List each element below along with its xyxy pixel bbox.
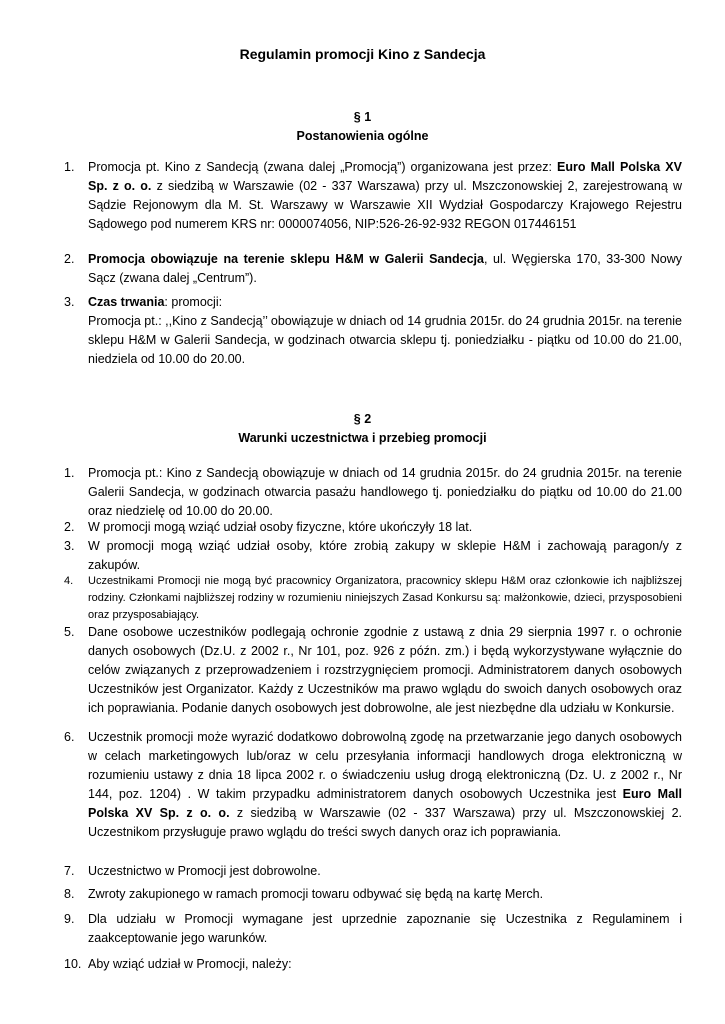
item-number: 3. [64, 295, 75, 309]
section-2-title: Warunki uczestnictwa i przebieg promocji [238, 431, 487, 445]
document-title: Regulamin promocji Kino z Sandecja [239, 46, 486, 62]
section-1-number: § 1 [353, 110, 372, 124]
item-number: 2. [64, 252, 75, 266]
organizer-name: Euro Mall Polska XV Sp. z o. o. [88, 160, 682, 193]
organizer-name: Euro Mall Polska XV Sp. z o. o. [88, 787, 682, 820]
section-1-title: Postanowienia ogólne [296, 129, 429, 143]
section-2-number: § 2 [353, 412, 372, 426]
item-text: Promocja obowiązuje na terenie sklepu H&M w Galerii Sandecja, ul. Węgierska 170, 33-300 Nowy Sącz (zwana dalej „Centrum”). [88, 252, 683, 285]
item-number: 1. [64, 160, 75, 174]
item-text: Promocja pt. Kino z Sandecją (zwana dalej „Promocją”) organizowana jest przez: Euro Mall Polska XV Sp. z o. o. z siedzibą w Warszawie (02 - 337 Warszawa) przy ul. Mszczonowskiej 2, zarejestrowaną w Sądzie Rejonowym dla M. St. Warszawy w Warszawie XII Wydział Gospodarczy Krajowego Rejestru Sądowego pod numerem KRS nr: 0000074056, NIP:526-26-92-932 REGON 017446151 [88, 160, 682, 231]
item-text: Czas trwania: promocji: Promocja pt.: ,,Kino z Sandecją’’ obowiązuje w dniach od 14 grudnia 2015r. do 24 grudnia 2015r. na terenie sklepu H&M w Galerii Sandecja, w godzinach otwarcia sklepu tj. poniedziałku - piątku od 10.00 do 21.00, niedziela od 10.00 do 20.00. [88, 295, 682, 366]
